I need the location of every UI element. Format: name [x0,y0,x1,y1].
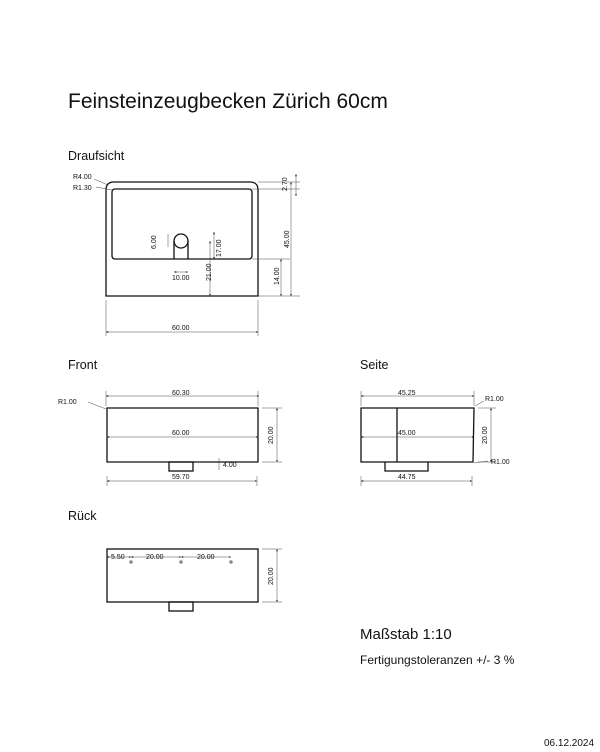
dim-inner-radius: R1.30 [73,185,92,192]
dim-hole-diameter: 6.00 [151,235,158,249]
side-dim-bottom-width: 44.75 [398,474,416,481]
front-view-label: Front [68,358,98,372]
side-dim-mid-width: 45.00 [398,430,416,437]
front-dim-bottom-width: 59.70 [172,474,190,481]
side-dim-radius-bottom: R1.00 [491,459,510,466]
dim-width: 60.00 [172,325,190,332]
side-dim-height: 20.00 [482,426,489,444]
tolerance-note: Fertigungstoleranzen +/- 3 % [360,653,515,667]
side-view-outline [361,408,474,462]
front-dim-height: 20.00 [268,426,275,444]
dim-hole-to-inner: 17.00 [216,239,223,257]
scale-label: Maßstab 1:10 [360,626,452,643]
back-dim-edge: 5.50 [111,554,125,561]
front-dim-drain: 4.00 [223,462,237,469]
dim-outer-radius: R4.00 [73,174,92,181]
front-dim-radius: R1.00 [58,399,77,406]
back-dim-spacing-1: 20.00 [146,554,164,561]
dim-back-part: 14.00 [274,267,281,285]
dim-drain-width: 10.00 [172,275,190,282]
top-view [73,174,300,336]
front-drain [169,462,193,471]
back-view [107,549,282,611]
top-view-label: Draufsicht [68,149,125,163]
front-dim-top-width: 60.30 [172,390,190,397]
drain-channel [174,241,188,259]
mount-hole-3 [229,560,233,564]
side-dim-radius-top: R1.00 [485,396,504,403]
back-view-label: Rück [68,509,97,523]
dim-depth: 45.00 [284,230,291,248]
drawing-title: Feinsteinzeugbecken Zürich 60cm [68,90,388,113]
mount-hole-2 [179,560,183,564]
back-dim-height: 20.00 [268,567,275,585]
back-dim-spacing-2: 20.00 [197,554,215,561]
back-drain [169,602,193,611]
side-view-label: Seite [360,358,389,372]
dim-rim: 2.70 [282,177,289,191]
dim-hole-offset: 21.00 [206,263,213,281]
front-view [58,390,282,486]
front-dim-mid-width: 60.00 [172,430,190,437]
drawing-date: 06.12.2024 [544,738,595,749]
tap-hole [174,234,188,248]
side-view [361,390,510,486]
mount-hole-1 [129,560,133,564]
side-dim-top-width: 45.25 [398,390,416,397]
side-drain [385,462,428,471]
